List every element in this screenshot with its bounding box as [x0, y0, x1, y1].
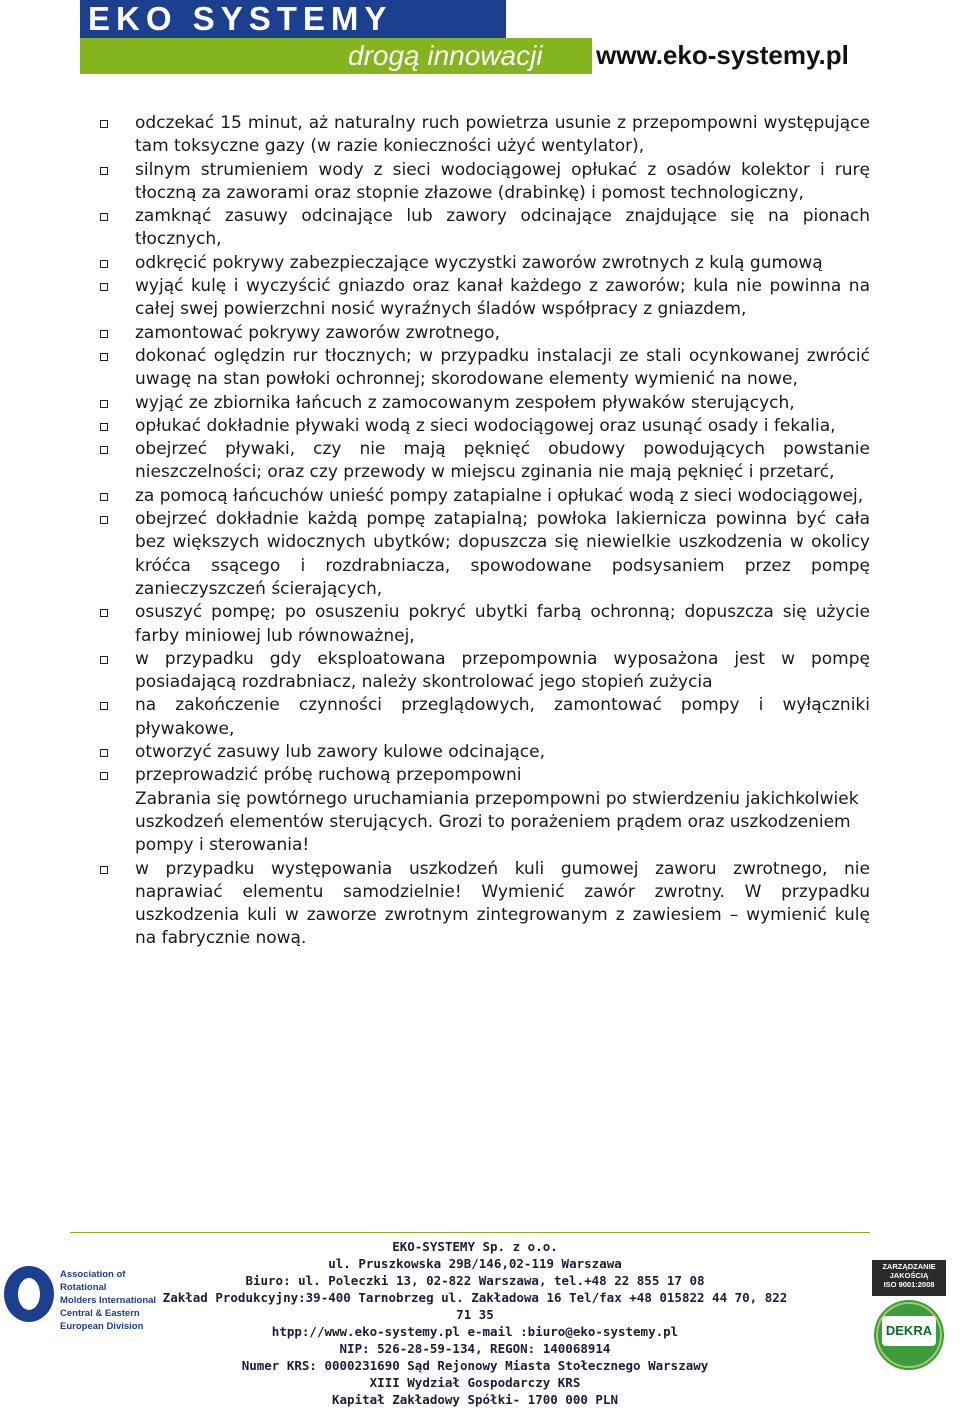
list-item: obejrzeć dokładnie każdą pompę zatapialną; powłoka lakiernicza powinna być cała bez większych widocznych ubytków; dopuszcza się niewielkie uszkodzenia w okolicy króćca ssącego i rozdrabniacza, spowodowane podsysaniem przez pompę zanieczyszczeń ścierających,	[100, 508, 870, 601]
checkbox-bullet-icon	[100, 446, 108, 454]
warning-text: Zabrania się powtórnego uruchamiania przepompowni po stwierdzeniu jakichkolwiek uszkodzeń elementów sterujących. Grozi to porażeniem prądem oraz uszkodzeniem pompy i sterowania!	[135, 788, 859, 856]
list-item: odczekać 15 minut, aż naturalny ruch powietrza usunie z przepompowni występujące tam toksyczne gazy (w razie konieczności użyć wentylator),	[100, 112, 870, 159]
logo-wordmark: EKO SYSTEMY	[80, 0, 506, 38]
list-item: dokonać oględzin rur tłocznych; w przypadku instalacji ze stali ocynkowanej zwrócić uwagę na stan powłoki ochronnej; skorodowane elementy wymienić na nowe,	[100, 345, 870, 392]
checkbox-bullet-icon	[100, 866, 108, 874]
footer-contact[interactable]: htpp://www.eko-systemy.pl e-mail :biuro@eko-systemy.pl	[271, 1324, 679, 1339]
website-url[interactable]: www.eko-systemy.pl	[596, 40, 849, 70]
footer-capital: Kapitał Zakładowy Spółki- 1700 000 PLN	[332, 1392, 618, 1407]
list-item: w przypadku występowania uszkodzeń kuli gumowej zaworu zwrotnego, nie naprawiać elementu samodzielnie! Wymienić zawór zwrotny. W przypadku uszkodzenia kuli w zaworze zwrotnym zintegrowanym z zawiesiem – wymienić kulę na fabrycznie nową.	[100, 858, 870, 951]
company-footer	[160, 1238, 790, 1408]
checkbox-bullet-icon	[100, 749, 108, 757]
checkbox-bullet-icon	[100, 493, 108, 501]
footer-court: XIII Wydział Gospodarczy KRS	[369, 1375, 581, 1390]
list-item: przeprowadzić próbę ruchową przepompowni	[100, 764, 870, 787]
checkbox-bullet-icon	[100, 260, 108, 268]
logo-tagline: drogą innowacji	[80, 38, 592, 74]
checkbox-bullet-icon	[100, 283, 108, 291]
checkbox-bullet-icon	[100, 609, 108, 617]
list-item: zamontować pokrywy zaworów zwrotnego,	[100, 322, 870, 345]
checkbox-bullet-icon	[100, 353, 108, 361]
list-item: odkręcić pokrywy zabezpieczające wyczystki zaworów zwrotnych z kulą gumową	[100, 252, 870, 275]
list-item: zamknąć zasuwy odcinające lub zawory odcinające znajdujące się na pionach tłocznych,	[100, 205, 870, 252]
list-item: za pomocą łańcuchów unieść pompy zatapialne i opłukać wodą z sieci wodociągowej,	[100, 485, 870, 508]
footer-company-name: EKO-SYSTEMY Sp. z o.o.	[392, 1239, 558, 1254]
iso-quality-badge: ZARZĄDZANIE JAKOŚCIĄ ISO 9001:2008	[872, 1260, 946, 1296]
list-item: silnym strumieniem wody z sieci wodociągowej opłukać z osadów kolektor i rurę tłoczną za zaworami oraz stopnie złazowe (drabinkę) i pomost technologiczny,	[100, 159, 870, 206]
checkbox-bullet-icon	[100, 213, 108, 221]
checkbox-bullet-icon	[100, 516, 108, 524]
checkbox-bullet-icon	[100, 167, 108, 175]
list-item: wyjąć ze zbiornika łańcuch z zamocowanym zespołem pływaków sterujących,	[100, 392, 870, 415]
footer-nip: NIP: 526-28-59-134, REGON: 140068914	[339, 1341, 611, 1356]
footer-address: ul. Pruszkowska 29B/146,02-119 Warszawa	[328, 1256, 622, 1271]
checkbox-bullet-icon	[100, 423, 108, 431]
list-item: obejrzeć pływaki, czy nie mają pęknięć obudowy powodujących powstanie nieszczelności; oraz czy przewody w miejscu zginania nie mają pęknięć i przetarć,	[100, 438, 870, 485]
footer-office: Biuro: ul. Poleczki 13, 02-822 Warszawa, tel.+48 22 855 17 08	[245, 1273, 705, 1288]
list-item: opłukać dokładnie pływaki wodą z sieci wodociągowej oraz usunąć osady i fekalia,	[100, 415, 870, 438]
checkbox-bullet-icon	[100, 702, 108, 710]
checkbox-bullet-icon	[100, 772, 108, 780]
checkbox-bullet-icon	[100, 330, 108, 338]
checkbox-bullet-icon	[100, 120, 108, 128]
footer-krs: Numer KRS: 0000231690 Sąd Rejonowy Miasta Stołecznego Warszawy	[241, 1358, 709, 1373]
checkbox-bullet-icon	[100, 656, 108, 664]
footer-divider	[70, 1232, 870, 1233]
list-item: na zakończenie czynności przeglądowych, zamontować pompy i wyłączniki pływakowe,	[100, 694, 870, 741]
dekra-certification-seal	[874, 1300, 944, 1370]
checkbox-bullet-icon	[100, 400, 108, 408]
company-logo	[80, 0, 600, 76]
dekra-label: DEKRA	[882, 1316, 936, 1346]
armo-globe-icon	[4, 1266, 54, 1322]
procedure-list	[100, 112, 870, 951]
armo-association-logo	[4, 1262, 164, 1332]
list-item: w przypadku gdy eksploatowana przepompownia wyposażona jest w pompę posiadającą rozdrabniacz, należy skontrolować jego stopień zużycia	[100, 648, 870, 695]
list-item: osuszyć pompę; po osuszeniu pokryć ubytki farbą ochronną; dopuszcza się użycie farby miniowej lub równoważnej,	[100, 601, 870, 648]
association-name: Association of Rotational Molders International Central & Eastern European Division	[60, 1269, 157, 1332]
list-item: wyjąć kulę i wyczyścić gniazdo oraz kanał każdego z zaworów; kula nie powinna na całej swej powierzchni nosić wyraźnych śladów współpracy z gniazdem,	[100, 275, 870, 322]
list-item: otworzyć zasuwy lub zawory kulowe odcinające,	[100, 741, 870, 764]
footer-plant: Zakład Produkcyjny:39-400 Tarnobrzeg ul. Zakładowa 16 Tel/fax +48 015822 44 70, 822 71 35	[162, 1290, 788, 1322]
